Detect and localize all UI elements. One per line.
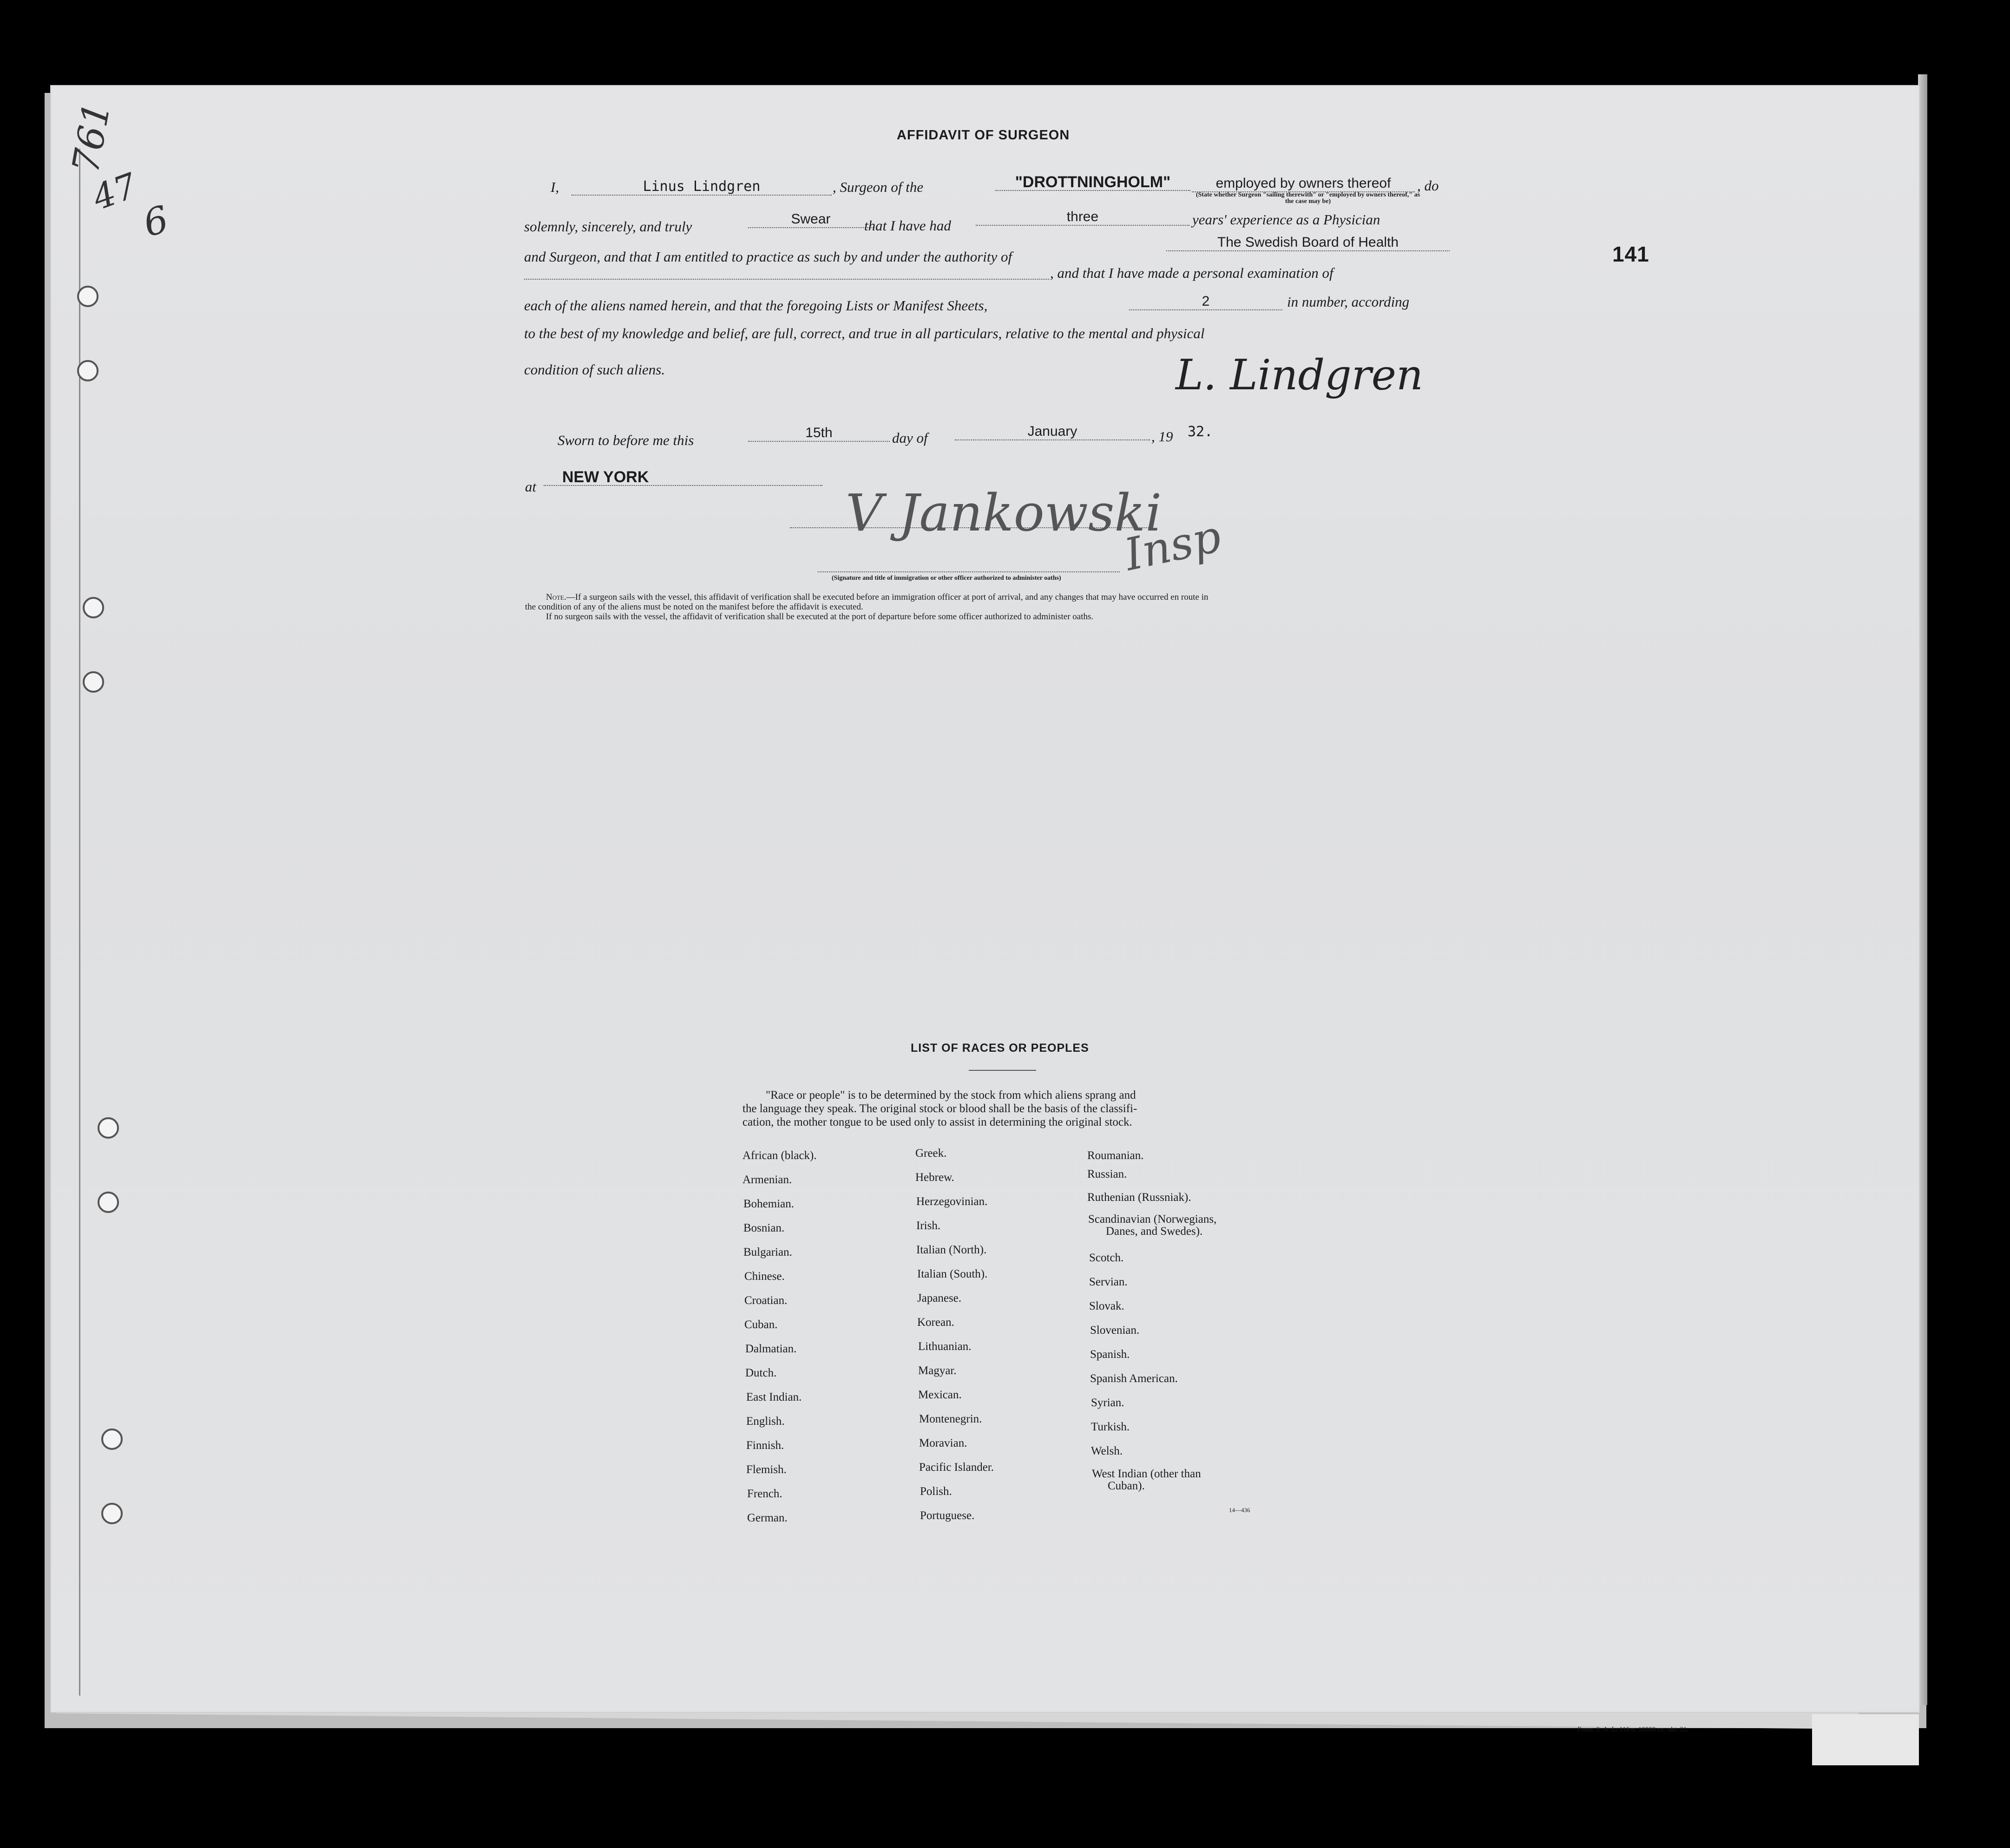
race-item: Dalmatian. bbox=[745, 1343, 797, 1355]
sheets-field: 2 bbox=[1129, 294, 1282, 310]
blank-line bbox=[524, 279, 1049, 280]
race-item: Portuguese. bbox=[920, 1509, 975, 1522]
signature-line bbox=[790, 527, 1152, 528]
page-number: 141 bbox=[1612, 242, 1649, 266]
race-item: Mexican. bbox=[918, 1389, 962, 1401]
officer-caption: (Signature and title of immigration or other officer authorized to administer oaths) bbox=[832, 575, 1061, 582]
month-field: January bbox=[955, 424, 1150, 440]
race-item: English. bbox=[746, 1415, 785, 1428]
race-item: Cuban. bbox=[744, 1318, 778, 1331]
note-line-3: If no surgeon sails with the vessel, the affidavit of verification shall be executed at the port of departure before some officer authorized to administer oaths. bbox=[546, 612, 1094, 622]
race-item: Scotch. bbox=[1089, 1252, 1124, 1264]
title-rule bbox=[969, 1070, 1036, 1071]
race-item: Bulgarian. bbox=[743, 1246, 792, 1258]
surgeon-name-field: Linus Lindgren bbox=[571, 179, 832, 196]
race-item: Irish. bbox=[916, 1219, 941, 1232]
text: Sworn to before me this bbox=[558, 432, 694, 448]
race-item: Turkish. bbox=[1091, 1421, 1130, 1433]
race-item: Roumanian. bbox=[1087, 1149, 1144, 1162]
text: to the best of my knowledge and belief, are full, correct, and true in all particulars, relative to the mental and physical bbox=[524, 325, 1205, 341]
race-item: Spanish American. bbox=[1090, 1372, 1178, 1385]
race-item: Slovak. bbox=[1089, 1300, 1124, 1312]
races-title: LIST OF RACES OR PEOPLES bbox=[911, 1042, 1089, 1055]
race-item: Scandinavian (Norwegians, bbox=[1088, 1213, 1217, 1225]
text: solemnly, sincerely, and truly bbox=[524, 218, 692, 235]
affidavit-title: AFFIDAVIT OF SURGEON bbox=[897, 128, 1070, 143]
day-field: 15th bbox=[748, 425, 890, 442]
race-item: Armenian. bbox=[742, 1173, 792, 1186]
race-item: Moravian. bbox=[919, 1437, 967, 1449]
affidavit-note bbox=[525, 592, 1459, 622]
employment-note: (State whether Surgeon "sailing therewith" or "employed by owners thereof," as the case may be) bbox=[1195, 191, 1420, 205]
note-line-2: the condition of any of the aliens must be noted on the manifest before the affidavit is executed. bbox=[525, 602, 863, 612]
punch-hole bbox=[101, 1429, 123, 1450]
intro-line-2: the language they speak. The original stock or blood shall be the basis of the classifi- bbox=[742, 1102, 1137, 1115]
note-lead: Note.— bbox=[546, 592, 575, 602]
race-item: German. bbox=[747, 1512, 788, 1524]
race-item: French. bbox=[747, 1488, 782, 1500]
race-item: Greek. bbox=[915, 1147, 947, 1160]
text: , Surgeon of the bbox=[833, 179, 924, 195]
race-item: Lithuanian. bbox=[918, 1340, 972, 1353]
race-item: Montenegrin. bbox=[919, 1413, 982, 1425]
race-item: Pacific Islander. bbox=[919, 1461, 994, 1474]
race-item: Japanese. bbox=[917, 1292, 962, 1304]
officer-title: Insp bbox=[1120, 511, 1226, 581]
race-item: Bosnian. bbox=[743, 1222, 785, 1234]
surgeon-signature: L. Lindgren bbox=[1176, 351, 1423, 400]
page-edge bbox=[1918, 74, 1927, 1705]
left-border-line bbox=[79, 149, 80, 1696]
form-footer: Form. S. A. L. 116 n. 10000 ex. okt. 31. bbox=[1577, 1726, 1689, 1733]
race-item: Bohemian. bbox=[743, 1198, 795, 1210]
form-code: 14—436 bbox=[1229, 1507, 1250, 1514]
oath-field: Swear bbox=[748, 211, 874, 228]
punch-hole bbox=[77, 286, 99, 307]
text: in number, according bbox=[1287, 294, 1410, 310]
race-item: Italian (South). bbox=[917, 1268, 988, 1280]
text: and Surgeon, and that I am entitled to practice as such by and under the authority of bbox=[524, 249, 1012, 265]
place-field: NEW YORK bbox=[544, 469, 822, 486]
margin-note: 47 bbox=[87, 165, 143, 218]
race-item: Slovenian. bbox=[1090, 1324, 1140, 1337]
signature-line bbox=[818, 571, 1120, 572]
text: , 19 bbox=[1151, 428, 1173, 445]
vessel-name-field: "DROTTNINGHOLM" bbox=[995, 174, 1190, 191]
race-item: Magyar. bbox=[918, 1364, 957, 1377]
races-intro bbox=[742, 1088, 1258, 1129]
race-item: Ruthenian (Russniak). bbox=[1087, 1191, 1191, 1204]
text: condition of such aliens. bbox=[524, 361, 665, 378]
race-item: Flemish. bbox=[746, 1463, 787, 1476]
punch-hole bbox=[98, 1117, 119, 1139]
margin-note: 6 bbox=[138, 197, 173, 246]
text: years' experience as a Physician bbox=[1192, 211, 1380, 228]
text: I, bbox=[551, 179, 559, 195]
race-item: Syrian. bbox=[1091, 1396, 1124, 1409]
punch-hole bbox=[83, 671, 104, 693]
race-item: Servian. bbox=[1089, 1276, 1128, 1288]
race-item: Chinese. bbox=[744, 1270, 785, 1283]
race-item: Finnish. bbox=[746, 1439, 784, 1452]
text: , do bbox=[1417, 177, 1439, 194]
race-item: Welsh. bbox=[1091, 1445, 1123, 1457]
punch-hole bbox=[83, 597, 104, 618]
punch-hole bbox=[101, 1503, 123, 1524]
race-item: Spanish. bbox=[1090, 1348, 1130, 1361]
race-item: Herzegovinian. bbox=[916, 1195, 988, 1208]
form-tab bbox=[1812, 1714, 1919, 1765]
text: at bbox=[525, 478, 537, 495]
note-line-1: If a surgeon sails with the vessel, this affidavit of verification shall be executed before an immigration officer at port of arrival, and any changes that may have occurred en route in bbox=[575, 592, 1209, 602]
authority-field: The Swedish Board of Health bbox=[1166, 235, 1450, 251]
text: day of bbox=[892, 430, 928, 446]
race-item: Dutch. bbox=[745, 1367, 777, 1379]
employment-field: employed by owners thereof bbox=[1192, 176, 1415, 192]
race-item: Russian. bbox=[1087, 1168, 1127, 1180]
year-field: 32. bbox=[1188, 424, 1213, 440]
officer-signature: V Jankowski bbox=[846, 483, 1162, 543]
margin-note: 761 bbox=[64, 99, 119, 177]
text: that I have had bbox=[864, 217, 951, 234]
race-item: Croatian. bbox=[744, 1294, 788, 1307]
race-item: Polish. bbox=[920, 1485, 952, 1498]
intro-line-1: "Race or people" is to be determined by the stock from which aliens sprang and bbox=[766, 1089, 1136, 1101]
race-item: West Indian (other than bbox=[1092, 1468, 1201, 1480]
race-item: Italian (North). bbox=[916, 1244, 987, 1256]
intro-line-3: cation, the mother tongue to be used only to assist in determining the original stock. bbox=[742, 1116, 1132, 1128]
race-item: Cuban). bbox=[1108, 1480, 1145, 1492]
race-item: Danes, and Swedes). bbox=[1106, 1225, 1203, 1238]
punch-hole bbox=[98, 1192, 119, 1213]
race-item: African (black). bbox=[742, 1149, 817, 1162]
race-item: East Indian. bbox=[746, 1391, 802, 1403]
text: each of the aliens named herein, and that the foregoing Lists or Manifest Sheets, bbox=[524, 297, 988, 314]
punch-hole bbox=[77, 360, 99, 381]
race-item: Hebrew. bbox=[915, 1171, 954, 1184]
race-item: Korean. bbox=[917, 1316, 954, 1329]
years-field: three bbox=[976, 209, 1189, 226]
text: , and that I have made a personal examination of bbox=[1050, 265, 1333, 281]
